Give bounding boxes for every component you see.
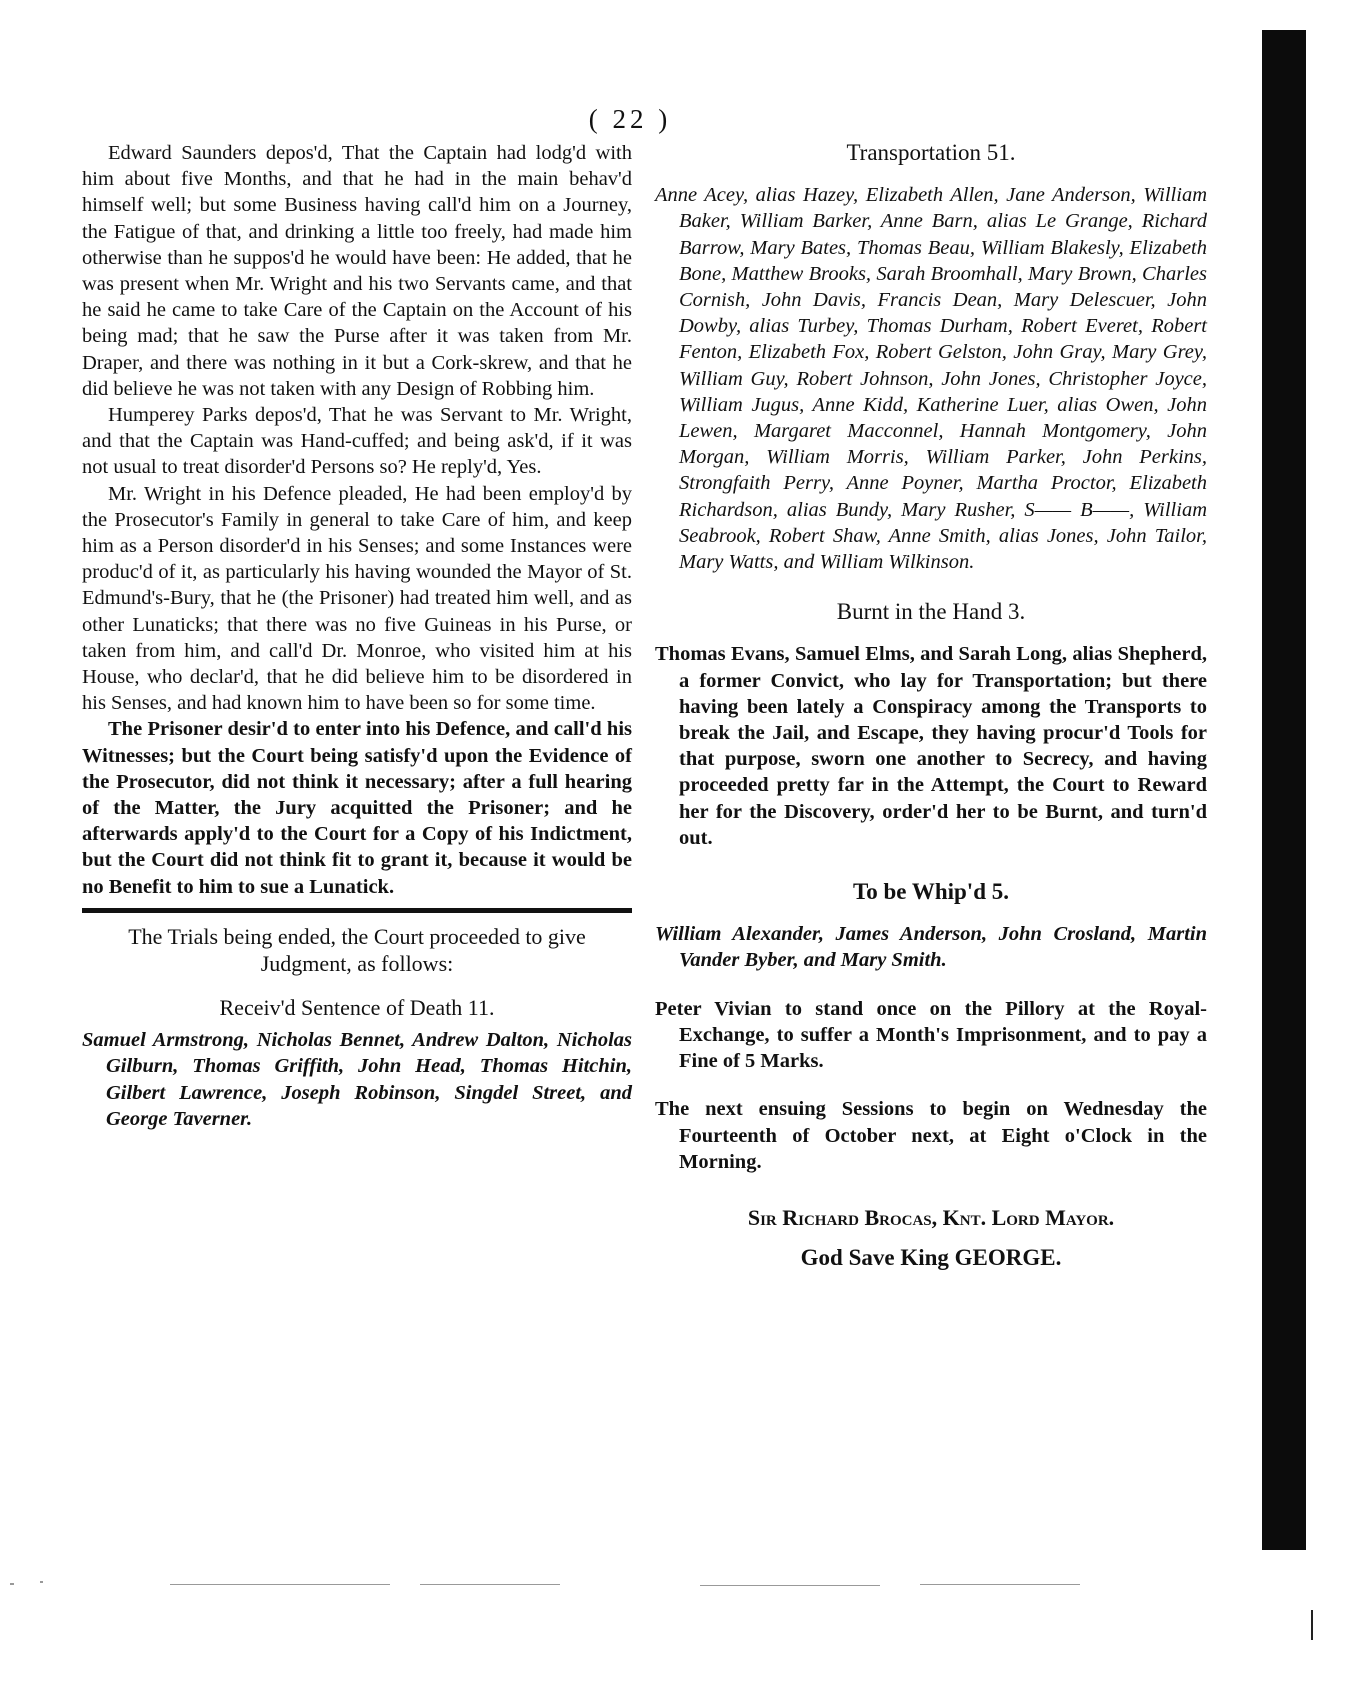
god-save-king: God Save King GEORGE. (800, 1245, 1062, 1271)
judgment-intro: The Trials being ended, the Court proceeded to give Judgment, as follows: (128, 923, 586, 976)
whip-heading: To be Whip'd 5. (853, 879, 1009, 905)
transportation-names: Anne Acey, alias Hazey, Elizabeth Allen, Jane Anderson, William Baker, William Barker, Anne Barn, alias Le Grange, Richard Barrow, Mary Bates, Thomas Beau, William Blakesly, Elizabeth Bone, Matthew Brooks, Sarah Broomhall, Mary Brown, Charles Cornish, John Davis, Francis Dean, Mary Delescuer, John Dowby, alias Turbey, Thomas Durham, Robert Everet, Robert Fenton, Elizabeth Fox, Robert Gelston, John Gray, Mary Grey, William Guy, Robert Johnson, John Jones, Christopher Joyce, William Jugus, Anne Kidd, Katherine Luer, alias Owen, John Lewen, Margaret Macconnel, Hannah Montgomery, John Morgan, William Morris, William Parker, John Perkins, Strongfaith Perry, Anne Poyner, Martha Proctor, Elizabeth Richardson, alias Bundy, Mary Rusher, S—— B——, William Seabrook, Robert Shaw, Anne Smith, alias Jones, John Tailor, Mary Watts, and William Wilkinson. (655, 184, 1207, 574)
scan-noise (0, 1575, 1230, 1595)
page-number: ( 22 ) (588, 104, 672, 134)
scan-edge-bar (1262, 30, 1306, 1550)
right-column (655, 140, 1207, 1271)
prisoner-defence: The Prisoner desir'd to enter into his Defence, and call'd his Witnesses; but the Court being satisfy'd upon the Evidence of the Prosecutor, did not think it necessary; after a full hearing of the Matter, the Jury acquitted the Prisoner; and he afterwards apply'd to the Court for a Copy of his Indictment, but the Court did not think fit to grant it, because it would be no Benefit to him to sue a Lunatick. (82, 718, 632, 898)
pillory-sentence: Peter Vivian to stand once on the Pillory at the Royal-Exchange, to suffer a Month's Imprisonment, and to pay a Fine of 5 Marks. (655, 997, 1207, 1073)
whip-names: William Alexander, James Anderson, John Crosland, Martin Vander Byber, and Mary Smith. (655, 923, 1207, 972)
transportation-heading: Transportation 51. (846, 140, 1016, 165)
wright-defence: Mr. Wright in his Defence pleaded, He had been employ'd by the Prosecutor's Family in general to take Care of him, and keep him as a Person disorder'd in his Senses; and some Instances were produc'd of it, as particularly his having wounded the Mayor of St. Edmund's-Bury, that he (the Prisoner) had treated him well, and as other Lunaticks; that there was no five Guineas in his Purse, or taken from him, and call'd Dr. Monroe, who visited him at his House, who declar'd, that he did believe him to be disordered in his Senses, and had known him to have been so for some time. (82, 482, 632, 715)
lord-mayor: Sir Richard Brocas, Knt. Lord Mayor. (747, 1204, 1115, 1230)
burnt-heading: Burnt in the Hand 3. (836, 599, 1026, 625)
burnt-text: Thomas Evans, Samuel Elms, and Sarah Long, alias Shepherd, a former Convict, who lay for Transportation; but there having been lately a Conspiracy among the Transports to break the Jail, and Escape, they having procur'd Tools for that purpose, sworn one another to Secrecy, and having proceeded pretty far in the Attempt, the Court to Reward her for the Discovery, order'd her to be Burnt, and turn'd out. (655, 643, 1207, 849)
death-sentence-names: Samuel Armstrong, Nicholas Bennet, Andrew Dalton, Nicholas Gilburn, Thomas Griffith, John Head, Thomas Hitchin, Gilbert Lawrence, Joseph Robinson, Singdel Street, and George Taverner. (82, 1029, 632, 1130)
left-column (82, 140, 632, 1140)
next-sessions: The next ensuing Sessions to begin on Wednesday the Fourteenth of October next, at Eight o'Clock in the Morning. (655, 1098, 1207, 1173)
saunders-deposition: Edward Saunders depos'd, That the Captain had lodg'd with him about five Months, and that he had in the main behav'd himself well; but some Business having call'd him on a Journey, the Fatigue of that, and drinking a little too freely, had made him otherwise than he suppos'd he would have been: He added, that he was present when Mr. Wright and his two Servants came, and that he said he came to take Care of the Captain on the Account of his being mad; that he saw the Purse after it was taken from Mr. Draper, and there was nothing in it but a Cork-skrew, and that he did believe he was not taken with any Design of Robbing him. (82, 142, 632, 400)
section-divider (82, 908, 632, 913)
parks-deposition: Humperey Parks depos'd, That he was Servant to Mr. Wright, and that the Captain was Hand-cuffed; and being ask'd, if it was not usual to treat disorder'd Persons so? He reply'd, Yes. (82, 404, 632, 479)
death-sentence-heading: Receiv'd Sentence of Death 11. (219, 994, 495, 1020)
scan-mark (1311, 1610, 1313, 1640)
